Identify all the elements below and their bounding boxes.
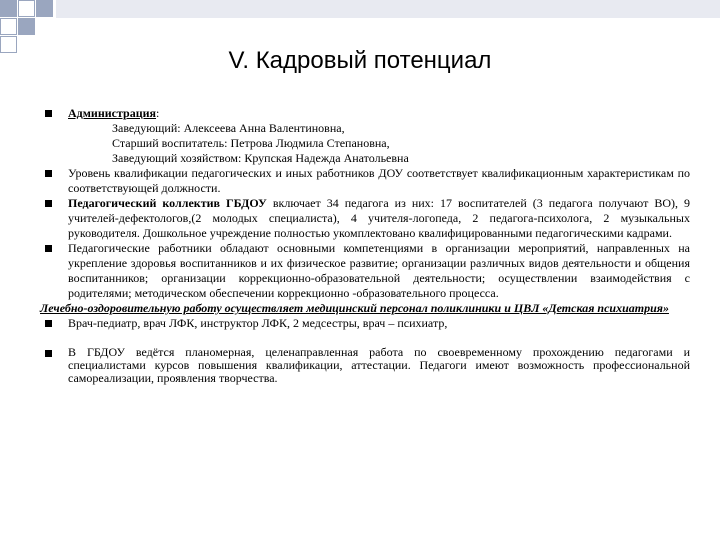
admin-line: Заведующий хозяйством: Крупская Надежда Анатольевна xyxy=(112,151,409,165)
competencies-text: Педагогические работники обладают основными компетенциями в организации мероприятий, направленных на укрепление здоровья воспитанников и их физическое развитие; организации различных видов деятельности и общения воспитанников; организации коррекционно-образовательной деятельности; осуществлении взаимодействия с родителями; методическом обеспечении коррекционно -образовательного процесса. xyxy=(68,241,690,300)
slide-content xyxy=(40,106,690,385)
collective-label: Педагогический коллектив ГБДОУ xyxy=(68,196,267,210)
collective-text: включает 34 педагога из них: 17 воспитателей (3 педагога получают ВО), 9 учителей-дефектологов,(2 молодых специалиста), 4 учителя-логопеда, 2 педагога-психолога, 2 музыкальных руководителя. Дошкольное учреждение полностью укомплектовано квалифицированными педагогическими кадрами. xyxy=(68,196,690,240)
admin-label: Администрация xyxy=(68,106,157,120)
square-bullet-icon xyxy=(45,200,52,207)
square-bullet-icon xyxy=(45,170,52,177)
list-item-development xyxy=(40,346,690,385)
list-item-collective xyxy=(40,196,690,241)
medical-notice: Лечебно-оздоровительную работу осуществляет медицинский персонал поликлиники и ЦВЛ «Детская психиатрия» xyxy=(40,301,669,315)
square-bullet-icon xyxy=(45,245,52,252)
square-bullet-icon xyxy=(45,320,52,327)
square-bullet-icon xyxy=(45,110,52,117)
deco-square xyxy=(36,0,53,17)
spacer xyxy=(40,331,690,346)
deco-square xyxy=(18,18,35,35)
qualification-text: Уровень квалификации педагогических и иных работников ДОУ соответствует квалификационным характеристикам по соответствующей должности. xyxy=(68,166,690,195)
deco-square xyxy=(0,0,17,17)
deco-square xyxy=(0,18,17,35)
admin-line: Старший воспитатель: Петрова Людмила Степановна, xyxy=(112,136,390,150)
list-item-staff xyxy=(40,316,690,331)
admin-suffix: : xyxy=(156,106,160,120)
slide-title: V. Кадровый потенциал xyxy=(228,47,492,74)
list-item-admin xyxy=(40,106,690,166)
deco-square xyxy=(18,0,35,17)
development-text: В ГБДОУ ведётся планомерная, целенаправленная работа по своевременному прохождению педагогами и специалистами курсов повышения квалификации, аттестации. Педагоги имеют возможность профессиональной самореализации, проявления творчества. xyxy=(68,345,690,385)
square-bullet-icon xyxy=(45,350,52,357)
staff-text: Врач-педиатр, врач ЛФК, инструктор ЛФК, 2 медсестры, врач – психиатр, xyxy=(68,316,448,330)
list-item-competencies xyxy=(40,241,690,301)
list-item-qualification xyxy=(40,166,690,196)
admin-line: Заведующий: Алексеева Анна Валентиновна, xyxy=(112,121,345,135)
deco-band xyxy=(56,0,720,18)
